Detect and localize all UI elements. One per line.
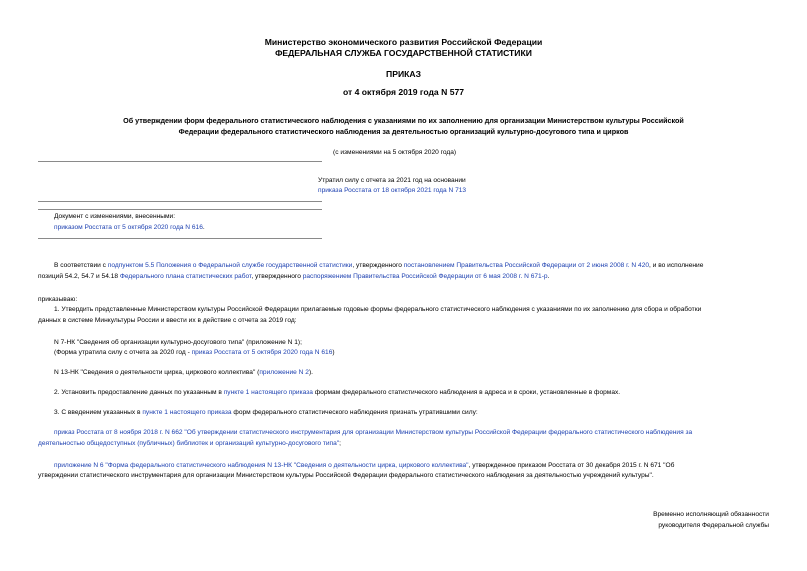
preamble-line2: позиций 54.2, 54.7 и 54.18 Федерального плана статистических работ, утвержденного распоряжением Правительства Российской Федерации от 6 мая 2008 г. N 671-р. bbox=[38, 273, 550, 280]
doc-type: ПРИКАЗ bbox=[386, 69, 421, 79]
changes-line: приказом Росстата от 5 октября 2020 года N 616. bbox=[54, 224, 205, 231]
changes-note: Документ с изменениями, внесенными: bbox=[54, 213, 176, 220]
item1-line1: 1. Утвердить представленные Министерством культуры Российской Федерации прилагаемые годовые формы федерального статистического наблюдения с указаниями по их заполнению для сбора и обработки bbox=[54, 306, 702, 313]
form1-note: (Форма утратила силу с отчета за 2020 год - приказ Росстата от 5 октября 2020 года N 616) bbox=[54, 349, 335, 356]
doc-title-line1: Об утверждении форм федерального статистического наблюдения с указаниями по их заполнению для организации Министерством культуры Российской bbox=[123, 116, 684, 125]
doc-title-line2: Федерации федерального статистического наблюдения за деятельностью организаций культурно-досугового типа и цирков bbox=[178, 127, 629, 136]
divider bbox=[38, 209, 322, 210]
void-order-link[interactable]: приказа Росстата от 18 октября 2021 года N 713 bbox=[318, 187, 467, 194]
signature-line1: Временно исполняющий обязанности bbox=[653, 511, 769, 518]
government-order-link[interactable]: распоряжением Правительства Российской Федерации от 6 мая 2008 г. N 671-р bbox=[302, 273, 548, 280]
repeal1-line2: деятельностью общедоступных (публичных) библиотек и организаций культурно-досугового типа"; bbox=[38, 440, 341, 447]
preamble-line1: В соответствии с подпунктом 5.5 Положения о Федеральной службе государственной статистики, утвержденного постановлением Правительства Российской Федерации от 2 июня 2008 г. N 420, и во исполнение bbox=[54, 262, 704, 269]
appendix2-link[interactable]: приложение N 2 bbox=[259, 369, 309, 376]
form1-text: N 7-НК "Сведения об организации культурно-досугового типа" (приложение N 1); bbox=[54, 339, 302, 346]
item3: 3. С введением указанных в пункте 1 настоящего приказа форм федерального статистического наблюдения признать утратившими силу: bbox=[54, 409, 478, 416]
form2-text: N 13-НК "Сведения о деятельности цирка, циркового коллектива" (приложение N 2). bbox=[54, 369, 313, 376]
amendment-note: (с изменениями на 5 октября 2020 года) bbox=[333, 149, 457, 156]
service-name: ФЕДЕРАЛЬНАЯ СЛУЖБА ГОСУДАРСТВЕННОЙ СТАТИСТИКИ bbox=[275, 48, 532, 58]
repeal2-line2: утверждении статистического инструментария для организации Министерством культуры Российской Федерации федерального статистического наблюдения за деятельностью учреждений культуры". bbox=[38, 472, 654, 479]
divider bbox=[38, 161, 322, 162]
divider bbox=[38, 238, 322, 239]
regulation-link[interactable]: подпунктом 5.5 Положения о Федеральной службе государственной статистики bbox=[107, 262, 353, 269]
item2-clause-link[interactable]: пункте 1 настоящего приказа bbox=[223, 389, 313, 396]
divider bbox=[38, 201, 322, 202]
repeal1-link-line1[interactable]: приказ Росстата от 8 ноября 2018 г. N 662 "Об утверждении статистического инструментария для организации Министерством культуры Российской Федерации федерального статистического наблюдения за bbox=[54, 429, 693, 436]
void-note: Утратил силу с отчета за 2021 год на основании bbox=[318, 177, 466, 184]
government-decree-link[interactable]: постановлением Правительства Российской Федерации от 2 июня 2008 г. N 420 bbox=[403, 262, 650, 269]
repeal2-link-line1[interactable]: приложение N 6 "Форма федерального статистического наблюдения N 13-НК "Сведения о деятельности цирка, циркового коллектива" bbox=[54, 462, 469, 469]
signature-line2: руководителя Федеральной службы bbox=[658, 522, 769, 529]
doc-date-number: от 4 октября 2019 года N 577 bbox=[342, 87, 465, 97]
repeal2-line1: приложение N 6 "Форма федерального статистического наблюдения N 13-НК "Сведения о деятельности цирка, циркового коллектива", утвержденное приказом Росстата от 30 декабря 2015 г. N 671 "Об bbox=[54, 462, 675, 469]
repeal1-link-line2[interactable]: деятельностью общедоступных (публичных) библиотек и организаций культурно-досугового типа" bbox=[38, 440, 340, 447]
changes-order-link[interactable]: приказом Росстата от 5 октября 2020 года N 616 bbox=[54, 224, 203, 231]
item2: 2. Установить предоставление данных по указанным в пункте 1 настоящего приказа формам федерального статистического наблюдения в адреса и в сроки, установленные в формах. bbox=[54, 389, 621, 396]
item1-line2: данных в системе Минкультуры России и ввести их в действие с отчета за 2019 год: bbox=[38, 317, 297, 324]
item3-clause-link[interactable]: пункте 1 настоящего приказа bbox=[142, 409, 232, 416]
form1-void-link[interactable]: приказ Росстата от 5 октября 2020 года N 616 bbox=[191, 349, 333, 356]
order-word: приказываю: bbox=[38, 296, 78, 303]
ministry-name: Министерство экономического развития Российской Федерации bbox=[264, 37, 543, 47]
federal-plan-link[interactable]: Федерального плана статистических работ bbox=[119, 273, 252, 280]
